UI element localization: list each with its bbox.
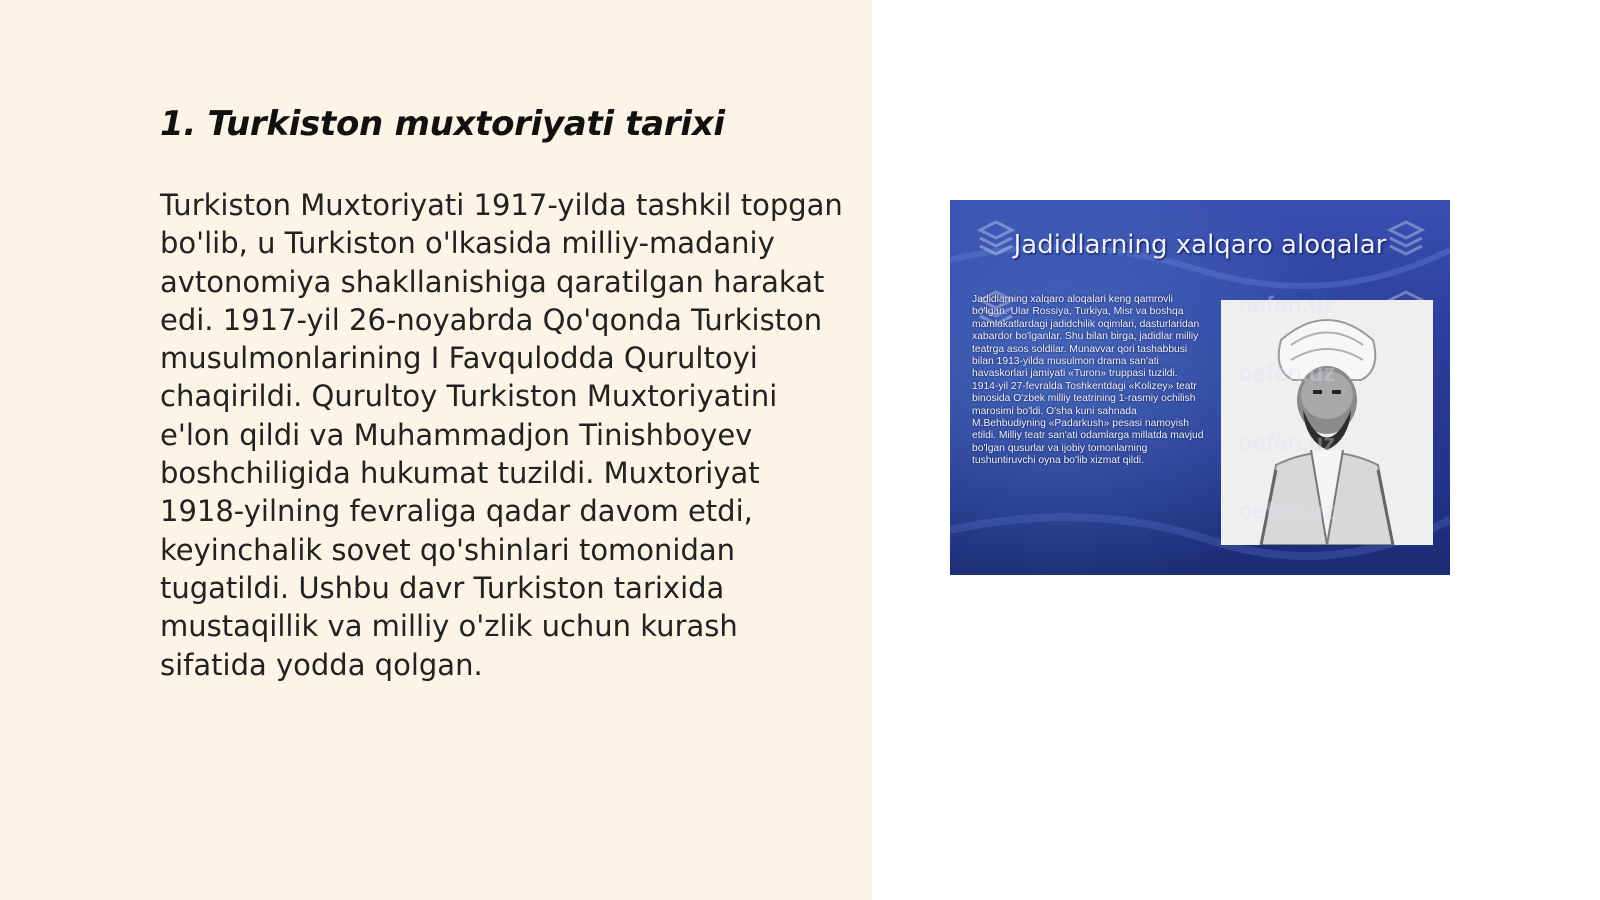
watermark-text: oefen.uz: [1238, 498, 1336, 525]
slide-title: 1. Turkiston muxtoriyati tarixi: [160, 104, 725, 144]
picture-text: Jadidlarning xalqaro aloqalari keng qamrovli bo'lgan. Ular Rossiya, Turkiya, Misr va boshqa mamlakatlardagi jadidchilik oqimlari, dasturlaridan xabardor bo'lganlar. Shu bilan birga, jadidlar milliy teatrga asos soldilar. Munavvar qori tashabbusi bilan 1913-yilda musulmon drama san'ati havaskorlari jamiyati «Turon» truppasi tuzildi. 1914-yil 27-fevralda Toshkentdagi «Kolizey» teatr binosida O'zbek milliy teatrining 1-rasmiy ochilish marosimi bo'ldi. O'sha kuni sahnada M.Behbudiyning «Padarkush» pesasi namoyish etildi. Milliy teatr san'ati odamlarga millatda mavjud bo'lgan qusurlar va ijobiy tomonlarning tushuntiruvchi oyna bo'lib xizmat qildi.: [972, 294, 1204, 467]
slide-image: [950, 200, 1450, 575]
watermark-text: oefen.uz: [1238, 430, 1336, 457]
slide-body-text: Turkiston Muxtoriyati 1917-yilda tashkil topgan bo'lib, u Turkiston o'lkasida milliy-madaniy avtonomiya shakllanishiga qaratilgan harakat edi. 1917-yil 26-noyabrda Qo'qonda Turkiston musulmonlarining I Favqulodda Qurultoyi chaqirildi. Qurultoy Turkiston Muxtoriyatini e'lon qildi va Muhammadjon Tinishboyev boshchiligida hukumat tuzildi. Muxtoriyat 1918-yilning fevraliga qadar davom etdi, keyinchalik sovet qo'shinlari tomonidan tugatildi. Ushbu davr Turkiston tarixida mustaqillik va milliy o'zlik uchun kurash sifatida yodda qolgan.: [160, 188, 843, 682]
picture-title: Jadidlarning xalqaro aloqalar: [1013, 230, 1387, 260]
watermark-text: oefen.uz: [1238, 360, 1336, 387]
watermark-text: oefen.uz: [1238, 292, 1336, 319]
